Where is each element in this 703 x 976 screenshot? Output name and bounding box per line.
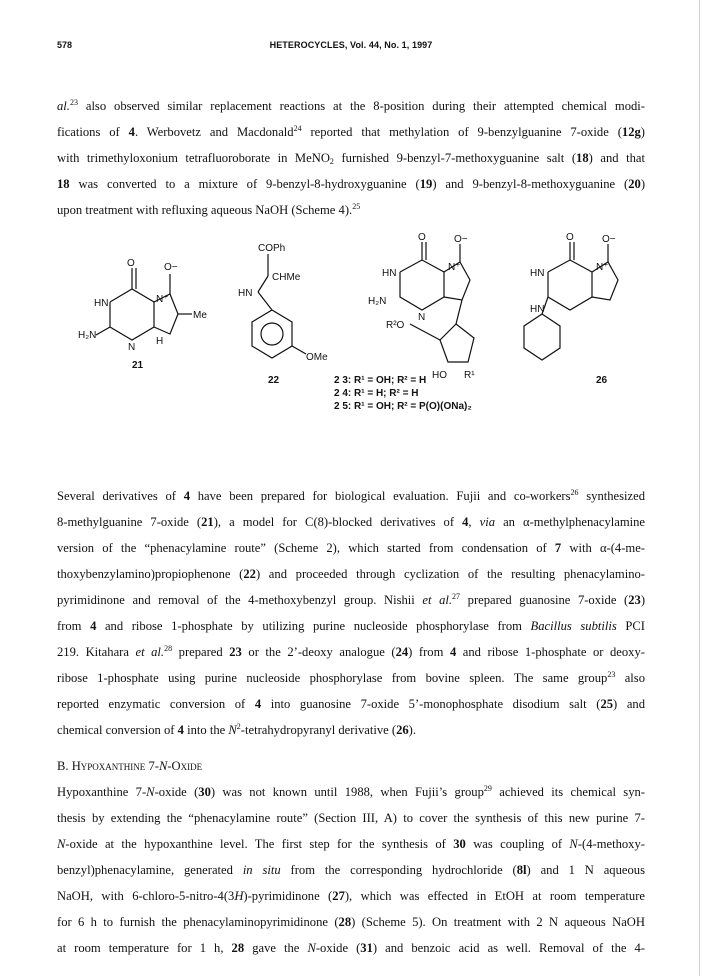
substituent-line: 2 4: R¹ = H; R² = H — [334, 388, 419, 399]
text-line: Several derivatives of 4 have been prepared for biological evaluation. Fujii and co-workers$^{26}$ synthesized — [57, 488, 645, 503]
atom-label: HN — [382, 268, 397, 279]
atom-label: H — [156, 336, 164, 347]
atom-label: N — [418, 312, 426, 323]
text-line: N-oxide at the hypoxanthine level. The first step for the synthesis of 30 was coupling of N-(4-methoxy- — [57, 837, 645, 851]
text-line: al.$^{23}$ also observed similar replacement reactions at the 8-position during their attempted chemical modi- — [57, 98, 645, 113]
atom-label: HN — [94, 298, 109, 309]
text-line: NaOH, with 6-chloro-5-nitro-4(3H)-pyrimidinone (27), which was effected in EtOH at room temperature — [57, 889, 645, 903]
text-line: thesis by extending the “phenacylamine route” (Section III, A) to cover the synthesis of this new purine 7- — [57, 811, 645, 825]
structure-21 — [96, 268, 192, 340]
atom-label: O− — [454, 234, 468, 245]
atom-label: N — [128, 342, 136, 353]
text-line: fications of 4. Werbovetz and Macdonald$^{24}$ reported that methylation of 9-benzylguanine 7-oxide (12g) — [57, 124, 645, 139]
compound-label-26: 26 — [596, 375, 608, 386]
atom-label: CHMe — [272, 272, 301, 283]
atom-label: Me — [193, 310, 207, 321]
text-line: thoxybenzylamino)propiophenone (22) and proceeded through cyclization of the resulting phenacylamino- — [57, 567, 645, 581]
atom-label: O− — [602, 234, 616, 245]
compound-label-21: 21 — [132, 360, 144, 371]
substituent-legend — [334, 374, 472, 413]
text-line: benzyl)phenacylamine, generated in situ from the corresponding hydrochloride (8l) and 1 N aqueous — [57, 863, 645, 877]
substituent-line: 2 3: R¹ = OH; R² = H — [334, 375, 427, 386]
atom-label: N⁺ — [596, 262, 609, 273]
structure-26 — [524, 242, 618, 360]
structure-22 — [252, 254, 306, 358]
atom-label: H₂N — [368, 296, 387, 307]
atom-label: H₂N — [78, 330, 97, 341]
text-line: version of the “phenacylamine route” (Scheme 2), which started from condensation of 7 with α-(4-me- — [57, 541, 645, 555]
atom-label: O — [127, 258, 135, 269]
atom-label: OMe — [306, 352, 328, 363]
atom-label: HN — [238, 288, 253, 299]
text-line: upon treatment with refluxing aqueous NaOH (Scheme 4).$^{25}$ — [57, 202, 361, 217]
text-line: ribose 1-phosphate using purine nucleoside phosphorylase from bovine spleen. The same group$^{23}$ also — [57, 670, 645, 685]
atom-label: N⁺ — [156, 294, 169, 305]
text-line: 18 was converted to a mixture of 9-benzyl-8-hydroxyguanine (19) and 9-benzyl-8-methoxyguanine (20) — [57, 177, 645, 191]
text-line: 219. Kitahara et al.$^{28}$ prepared 23 or the 2’-deoxy analogue (24) from 4 and ribose 1-phosphate or deoxy- — [57, 644, 645, 659]
text-line: 8-methylguanine 7-oxide (21), a model for C(8)-blocked derivatives of 4, via an α-methylphenacylamine — [57, 515, 645, 529]
text-line: for 6 h to furnish the phenacylaminopyrimidinone (28) (Scheme 5). On treatment with 2 N aqueous NaOH — [57, 915, 645, 929]
substituent-line: 2 5: R¹ = OH; R² = P(O)(ONa)₂ — [334, 401, 472, 412]
atom-label: COPh — [258, 243, 286, 254]
text-line: pyrimidinone and removal of the 4-methoxybenzyl group. Nishii et al.$^{27}$ prepared guanosine 7-oxide (23) — [57, 592, 645, 607]
text-line: with trimethyloxonium tetrafluoroborate in MeNO$_2$ furnished 9-benzyl-7-methoxyguanine salt (18) and that — [57, 151, 645, 166]
running-title: HETEROCYCLES, Vol. 44, No. 1, 1997 — [269, 40, 433, 50]
paragraph-2 — [57, 483, 645, 743]
atom-label: HN — [530, 268, 545, 279]
atom-label: HN — [530, 304, 545, 315]
atom-label: O — [418, 232, 426, 243]
atom-label: HO — [432, 370, 447, 381]
compound-label-22: 22 — [268, 375, 280, 386]
page-header — [57, 40, 645, 54]
atom-label: N⁺ — [448, 262, 461, 273]
structure-23-25 — [400, 242, 474, 362]
paragraph-3 — [57, 779, 645, 961]
atom-label: O− — [164, 262, 178, 273]
atom-label: R¹ — [464, 370, 475, 381]
atom-label: R²O — [386, 320, 405, 331]
text-line: at room temperature for 1 h, 28 gave the N-oxide (31) and benzoic acid as well. Removal of the 4- — [57, 941, 645, 955]
atom-label: O — [566, 232, 574, 243]
paragraph-1 — [57, 93, 645, 223]
text-line: Hypoxanthine 7-N-oxide (30) was not known until 1988, when Fujii’s group$^{29}$ achieved its chemical syn- — [57, 784, 645, 799]
text-line: chemical conversion of 4 into the $N^2$-tetrahydropyranyl derivative (26). — [57, 722, 416, 737]
page-number: 578 — [57, 40, 73, 50]
page-edge-rule — [699, 0, 700, 976]
text-line: from 4 and ribose 1-phosphate by utilizing purine nucleoside phosphorylase from Bacillus subtilis PCI — [57, 619, 645, 633]
chemical-structures-scheme — [60, 232, 660, 454]
text-line: reported enzymatic conversion of 4 into guanosine 7-oxide 5’-monophosphate disodium salt (25) and — [57, 697, 645, 711]
section-heading: B. Hypoxanthine 7-N-Oxide — [57, 759, 203, 773]
